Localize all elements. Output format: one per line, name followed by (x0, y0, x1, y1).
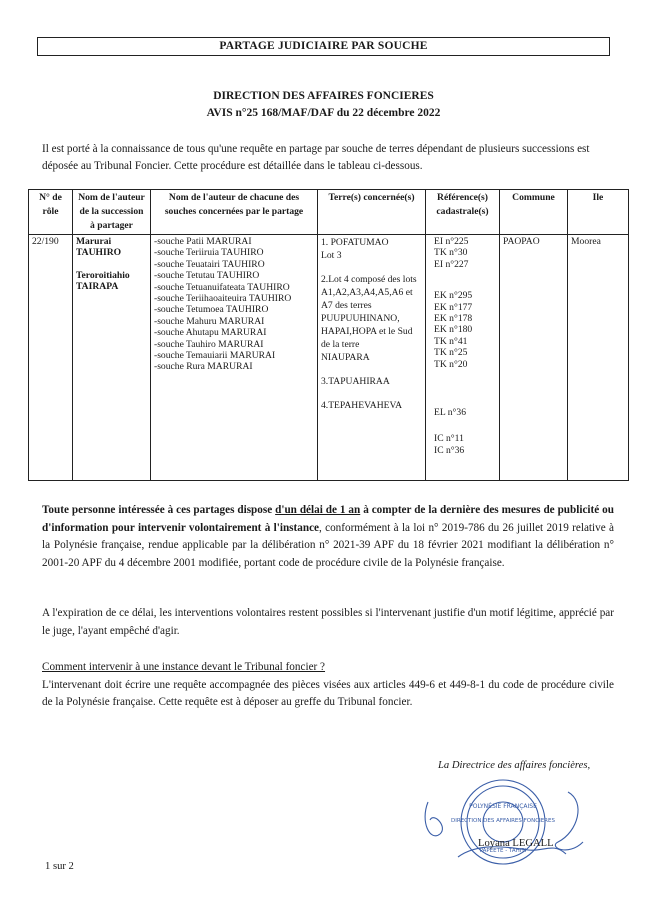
header-role: N° de rôle (29, 190, 73, 235)
souche-item: -souche Ahutapu MARURAI (154, 327, 267, 339)
terre-line: 2.Lot 4 composé des lots (321, 274, 417, 285)
auteur-1: Marurai TAUHIRO (76, 236, 122, 259)
terre-line: 4.TEPAHEVAHEVA (321, 400, 403, 411)
souche-item: -souche Rura MARURAI (154, 361, 253, 373)
signature-title: La Directrice des affaires foncières, (438, 760, 591, 771)
para1-bold-end: à compter de la dernière des mesures de publicité ou d'information pour intervenir volontairement à l'instance (42, 504, 614, 534)
reference-item: EI n°227 (434, 258, 469, 270)
auteur-2: Teroroitiahio TAIRAPA (76, 269, 130, 293)
souche-item: -souche Tauhiro MARURAI (154, 338, 264, 350)
cell-ile: Moorea (568, 235, 629, 481)
cell-souches (151, 235, 318, 481)
terre-line: Lot 3 (321, 250, 342, 261)
reference-item: EK n°177 (434, 301, 473, 313)
terre-line: PUUPUUHINANO, HAPAI,HOPA et le Sud de la terre (321, 313, 413, 350)
signature-stroke (555, 792, 583, 850)
partage-table (28, 189, 629, 481)
direction-heading: DIRECTION DES AFFAIRES FONCIERES (213, 90, 434, 102)
reference-item: TK n°41 (434, 335, 468, 347)
how-to-section (42, 659, 614, 712)
para1-text: , conformément à la loi n° 2019-786 du 26 juillet 2019 relative à la Polynésie française, rendue applicable par la délibération n° 2021-39 APF du 18 février 2021 modifiant la délibération n° 2001-20 APF du 4 décembre 2001 modifiée, portant code de procédure civile de la Polynésie française. (42, 521, 614, 569)
stamp-text-bottom: PAPEETE - TAHITI (479, 848, 527, 854)
header-terres: Terre(s) concernée(s) (318, 190, 426, 235)
table-row (29, 235, 629, 481)
official-stamp (418, 772, 588, 867)
terre-line: 1. POFATUMAO (321, 237, 389, 248)
signer-name: Loyana LEGALL (478, 838, 554, 849)
souche-item: -souche Tetuanuifateata TAUHIRO (154, 281, 290, 293)
header-auteur: Nom de l'auteur de la succession à partager (73, 190, 151, 235)
avis-number: AVIS n°25 168/MAF/DAF du 22 décembre 2022 (206, 107, 441, 119)
terre-line: NIAUPARA (321, 352, 370, 363)
header-commune: Commune (500, 190, 568, 235)
expiration-paragraph: A l'expiration de ce délai, les interventions volontaires restent possibles si l'intervenant justifie d'un motif légitime, apprécié par le juge, l'ayant empêché d'agir. (42, 607, 614, 637)
souche-item: -souche Teriihaoaiteuira TAUHIRO (154, 293, 292, 305)
reference-item: IC n°36 (434, 444, 465, 456)
terre-line: A1,A2,A3,A4,A5,A6 et A7 des terres (321, 287, 413, 311)
souche-item: -souche Tetutau TAUHIRO (154, 270, 260, 282)
souche-item: -souche Patii MARURAI (154, 236, 252, 247)
reference-item: EL n°36 (434, 407, 466, 419)
signature-stroke (425, 802, 442, 836)
how-to-text: L'intervenant doit écrire une requête accompagnée des pièces visées aux articles 449-6 et 449-8-1 du code de procédure civile de la Polynésie française. Cette requête est à déposer au greffe du Tribunal foncier. (42, 678, 614, 708)
document-title-box (37, 37, 610, 56)
reference-item: TK n°25 (434, 347, 468, 359)
stamp-text-mid: DIRECTION DES AFFAIRES FONCIERES (451, 818, 555, 824)
souche-item: -souche Temauiarii MARURAI (154, 350, 276, 362)
header-references: Référence(s) cadastrale(s) (426, 190, 500, 235)
cell-references (426, 235, 500, 481)
cell-auteurs (73, 235, 151, 481)
document-title: PARTAGE JUDICIAIRE PAR SOUCHE (219, 40, 428, 52)
cell-commune: PAOPAO (500, 235, 568, 481)
reference-item: TK n°20 (434, 358, 468, 370)
intro-paragraph: Il est porté à la connaissance de tous qu'une requête en partage par souche de terres dépendant de plusieurs successions est déposée au Tribunal Foncier. Cette procédure est détaillée dans le tableau ci-dessous. (42, 143, 590, 172)
reference-item: EK n°295 (434, 290, 473, 302)
souche-item: -souche Teriiruia TAUHIRO (154, 247, 264, 259)
stamp-text-top: POLYNÉSIE FRANÇAISE (469, 803, 537, 810)
header-ile: Ile (568, 190, 629, 235)
intervention-paragraph (42, 502, 614, 572)
reference-item: EI n°225 (434, 236, 469, 247)
table-header-row (29, 190, 629, 235)
header-souches: Nom de l'auteur de chacune des souches concernées par le partage (151, 190, 318, 235)
para1-bold-start: Toute personne intéressée à ces partages dispose (42, 504, 276, 516)
cell-role: 22/190 (29, 235, 73, 481)
souche-item: -souche Tetumoea TAUHIRO (154, 304, 269, 316)
souche-item: -souche Mahuru MARURAI (154, 315, 265, 327)
terre-line: 3.TAPUAHIRAA (321, 376, 390, 387)
reference-item: EK n°178 (434, 313, 473, 325)
reference-item: IC n°11 (434, 433, 464, 445)
para1-delay: d'un délai de 1 an (275, 504, 361, 516)
reference-item: EK n°180 (434, 324, 473, 336)
page-number: 1 sur 2 (45, 861, 74, 872)
how-to-heading: Comment intervenir à une instance devant le Tribunal foncier ? (42, 661, 326, 673)
souche-item: -souche Teuatairi TAUHIRO (154, 258, 265, 270)
reference-item: TK n°30 (434, 247, 468, 259)
cell-terres (318, 235, 426, 481)
